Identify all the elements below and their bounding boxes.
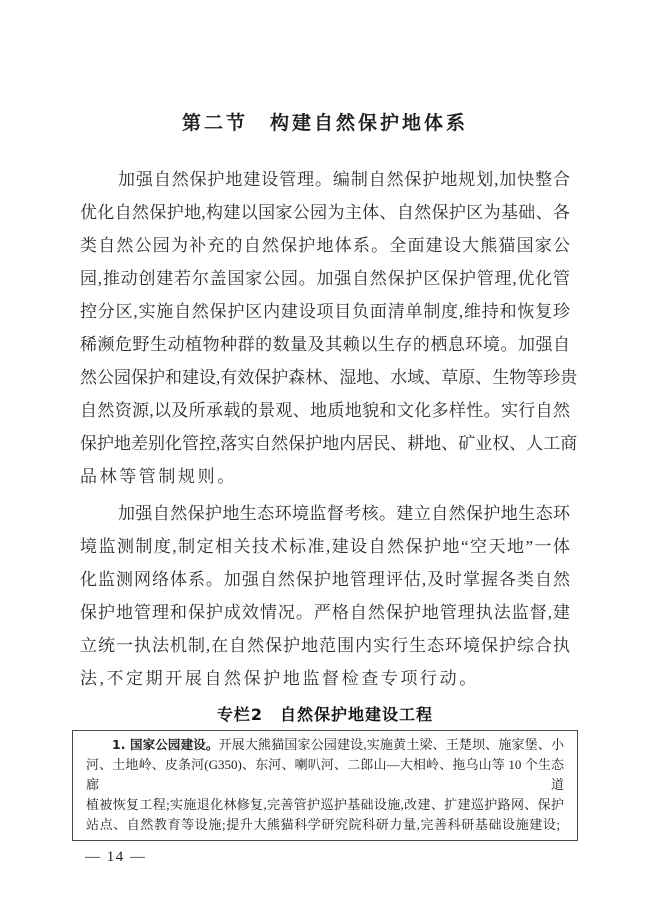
column-box-line: 河、土地岭、皮条河(G350)、东河、喇叭河、二郎山—大相岭、拖乌山等 10 个生态廊道 [86,757,564,792]
paragraph-2-line: 法,不定期开展自然保护地监督检查专项行动。 [80,669,479,688]
paragraph-2-line: 境监测制度,制定相关技术标准,建设自然保护地“空天地”一体 [80,537,570,556]
column-box-line [86,735,564,755]
paragraph-1-line: 保护地差别化管控,落实自然保护地内居民、耕地、矿业权、人工商 [80,434,578,453]
page-number: — 14 — [85,849,147,865]
paragraph-1-line: 然公园保护和建设,有效保护森林、湿地、水域、草原、生物等珍贵 [80,368,578,387]
paragraph-2-line: 化监测网络体系。加强自然保护地管理评估,及时掌握各类自然 [80,570,570,589]
paragraph-2-line: 立统一执法机制,在自然保护地范围内实行生态环境保护综合执 [80,636,570,655]
paragraph-1 [80,163,578,493]
paragraph-1-line: 加强自然保护地建设管理。编制自然保护地规划,加快整合 [118,170,570,189]
column-box-line: 站点、自然教育等设施;提升大熊猫科学研究院科研力量,完善科研基础设施建设; [86,817,561,832]
paragraph-1-line: 类自然公园为补充的自然保护地体系。全面建设大熊猫国家公 [80,236,570,255]
paragraph-1-line: 品林等管制规则。 [80,467,237,486]
paragraph-1-line: 稀濒危野生动植物种群的数量及其赖以生存的栖息环境。加强自 [80,335,570,354]
column-box-title: 专栏2 自然保护地建设工程 [216,705,434,724]
column-box-line-text: 开展大熊猫国家公园建设,实施黄土梁、王楚坝、施家堡、小 [218,737,564,752]
section-title: 第二节 构建自然保护地体系 [181,113,468,134]
paragraph-1-line: 控分区,实施自然保护区内建设项目负面清单制度,维持和恢复珍 [80,302,570,321]
paragraph-1-line: 自然资源,以及所承载的景观、地质地貌和文化多样性。实行自然 [80,401,570,420]
paragraph-1-line: 优化自然保护地,构建以国家公园为主体、自然保护区为基础、各 [80,203,570,222]
column-box [72,730,578,841]
column-box-line: 植被恢复工程;实施退化林修复,完善管护巡护基础设施,改建、扩建巡护路网、保护 [86,797,564,812]
column-box-line-lead: 1. 国家公园建设。 [112,737,219,752]
paragraph-2-line: 保护地管理和保护成效情况。严格自然保护地管理执法监督,建 [80,603,570,622]
paragraph-2 [80,497,570,695]
paragraph-1-line: 园,推动创建若尔盖国家公园。加强自然保护区保护管理,优化管 [80,269,570,288]
paragraph-2-line: 加强自然保护地生态环境监督考核。建立自然保护地生态环 [118,504,570,523]
